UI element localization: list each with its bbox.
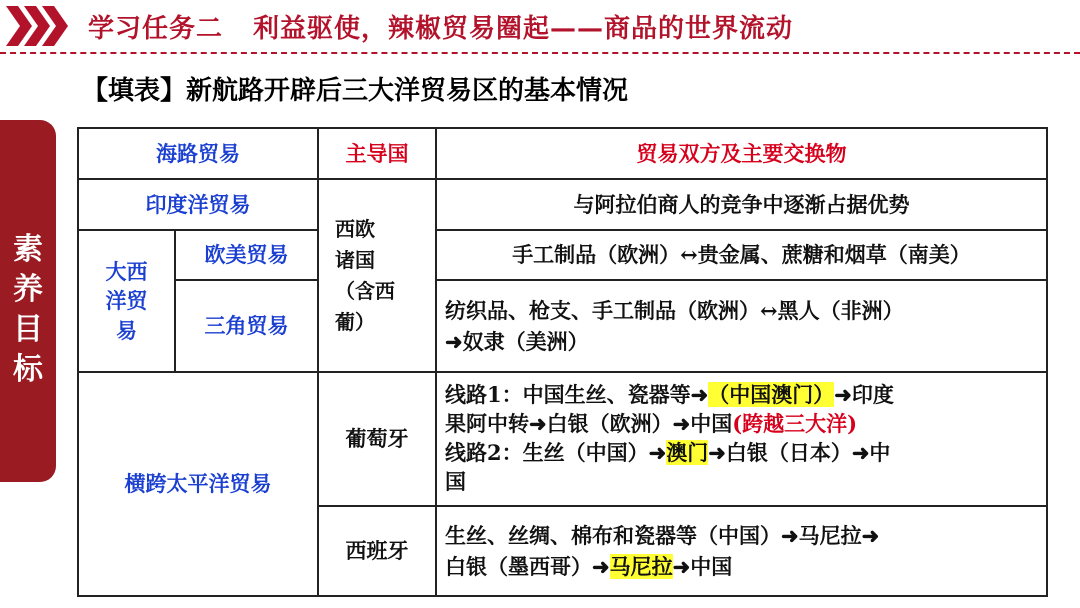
trade-table bbox=[77, 127, 1048, 597]
triangle-content bbox=[436, 280, 1047, 372]
highlight-macau-china: （中国澳门） bbox=[708, 382, 835, 408]
header-exchange: 贸易双方及主要交换物 bbox=[436, 128, 1047, 179]
subtitle: 【填表】新航路开辟后三大洋贸易区的基本情况 bbox=[82, 76, 629, 106]
west-europe-line: 诸国 bbox=[335, 247, 375, 272]
west-europe-line: 西欧 bbox=[335, 216, 375, 241]
spain-content bbox=[436, 506, 1047, 596]
header-sea-trade: 海路贸易 bbox=[78, 128, 318, 179]
header-dominant: 主导国 bbox=[318, 128, 436, 179]
sidebar-char: 养 bbox=[13, 272, 43, 307]
portugal-line: 线路2：生丝（中国）➜澳门➜白银（日本）➜中 bbox=[445, 440, 891, 465]
table-header-row bbox=[78, 128, 1047, 179]
indian-ocean-label: 印度洋贸易 bbox=[78, 179, 318, 230]
table-row bbox=[78, 280, 1047, 372]
chevron-arrows-icon bbox=[6, 6, 68, 46]
spain-line: 白银（墨西哥）➜马尼拉➜中国 bbox=[445, 554, 733, 579]
portugal-line: 果阿中转➜白银（欧洲）➜中国(跨越三大洋) bbox=[445, 411, 858, 437]
euro-america-label: 欧美贸易 bbox=[175, 230, 318, 280]
west-europe-line: 葡） bbox=[335, 309, 375, 334]
highlight-macau: 澳门 bbox=[666, 440, 709, 465]
spain-label: 西班牙 bbox=[318, 506, 436, 596]
portugal-line: 国 bbox=[445, 468, 466, 494]
indian-ocean-content: 与阿拉伯商人的竞争中逐渐占据优势 bbox=[436, 179, 1047, 230]
portugal-content bbox=[436, 372, 1047, 506]
table-row bbox=[78, 230, 1047, 280]
red-note: (跨越三大洋) bbox=[732, 411, 858, 437]
page-title bbox=[88, 8, 793, 45]
west-europe-line: （含西 bbox=[335, 278, 395, 303]
sidebar-char: 标 bbox=[13, 352, 43, 387]
table-row bbox=[78, 179, 1047, 230]
highlight-manila: 马尼拉 bbox=[609, 554, 673, 579]
atlantic-label-line: 洋贸 bbox=[105, 288, 148, 314]
portugal-line: 线路1：中国生丝、瓷器等➜（中国澳门）➜印度 bbox=[445, 382, 894, 408]
euro-america-content: 手工制品（欧洲）↔贵金属、蔗糖和烟草（南美） bbox=[436, 230, 1047, 280]
pacific-label: 横跨太平洋贸易 bbox=[78, 372, 318, 596]
atlantic-label-line: 大西 bbox=[105, 258, 148, 284]
spain-line: 生丝、丝绸、棉布和瓷器等（中国）➜马尼拉➜ bbox=[445, 522, 880, 548]
table-row bbox=[78, 372, 1047, 506]
header-divider bbox=[0, 52, 1080, 54]
portugal-label: 葡萄牙 bbox=[318, 372, 436, 506]
triangle-line: 纺织品、枪支、手工制品（欧洲）↔黑人（非洲） bbox=[445, 297, 904, 323]
west-europe-cell bbox=[318, 179, 436, 372]
atlantic-label bbox=[78, 230, 175, 372]
atlantic-label-line: 易 bbox=[116, 317, 137, 343]
triangle-label: 三角贸易 bbox=[175, 280, 318, 372]
title-task: 学习任务二 bbox=[88, 14, 224, 44]
title-topic: 利益驱使，辣椒贸易圈起——商品的世界流动 bbox=[253, 14, 794, 44]
triangle-line: ➜奴隶（美洲） bbox=[445, 329, 589, 354]
sidebar-char: 素 bbox=[13, 232, 43, 267]
sidebar-char: 目 bbox=[13, 312, 43, 347]
sidebar-tab bbox=[0, 120, 56, 482]
